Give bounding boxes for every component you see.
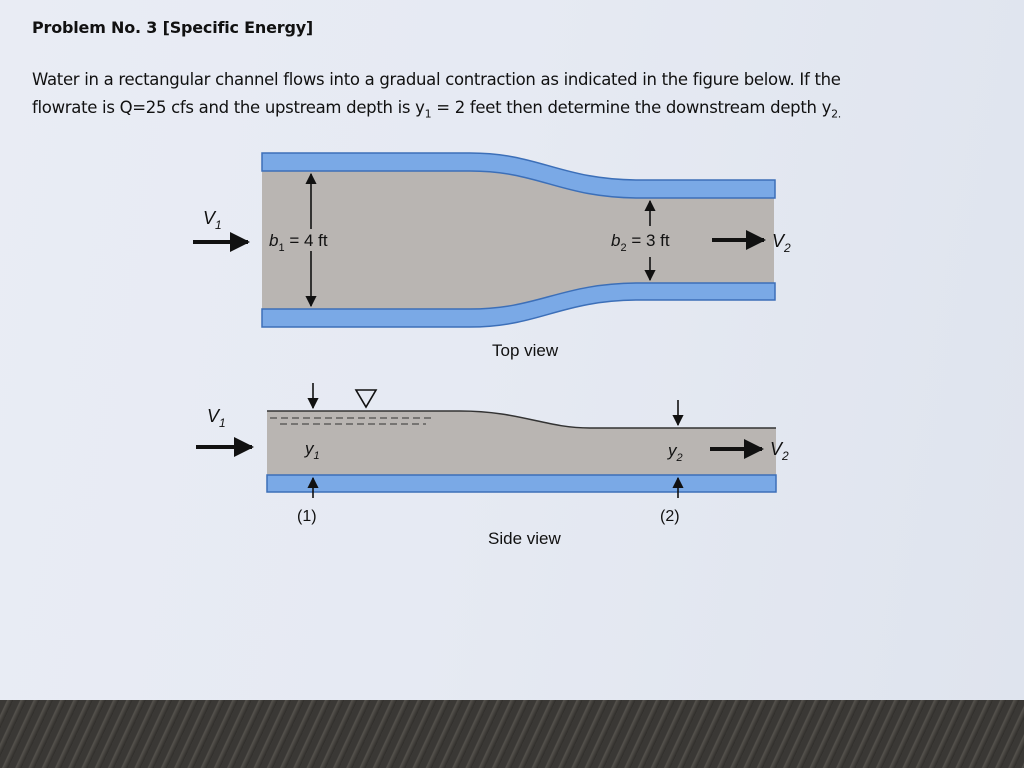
b1-label: $b_1 = 4$ ft <box>269 231 328 254</box>
side-v1-label: $V_1$ <box>207 406 226 430</box>
top-view-caption: Top view <box>492 341 559 360</box>
statement-sub-1: 1 <box>424 107 432 121</box>
channel-bed <box>267 475 776 492</box>
table-surface <box>0 700 1024 768</box>
side-view-caption: Side view <box>488 529 561 548</box>
top-v1-label: $V_1$ <box>203 208 222 232</box>
y2-label: $y_2$ <box>668 441 683 464</box>
y1-label: $y_1$ <box>305 439 320 462</box>
side-view-water <box>267 411 776 475</box>
top-v2-label: $V_2$ <box>772 231 791 255</box>
problem-title: Problem No. 3 [Specific Energy] <box>32 18 314 37</box>
section-1-label: (1) <box>297 508 317 525</box>
statement-line-1: Water in a rectangular channel flows into a gradual contraction as indicated in the figure below. If the <box>32 70 841 89</box>
statement-line-2a: flowrate is Q=25 cfs and the upstream depth is y <box>32 98 425 117</box>
side-view <box>196 383 789 548</box>
statement-line-2b: = 2 feet then determine the downstream depth y <box>431 98 832 117</box>
statement-sub-2: 2. <box>831 107 841 121</box>
free-surface-triangle-icon <box>356 390 376 407</box>
section-2-label: (2) <box>660 508 680 525</box>
side-v2-label: $V_2$ <box>770 439 789 463</box>
b2-label: $b_2 = 3$ ft <box>611 231 670 254</box>
top-view <box>193 153 791 360</box>
